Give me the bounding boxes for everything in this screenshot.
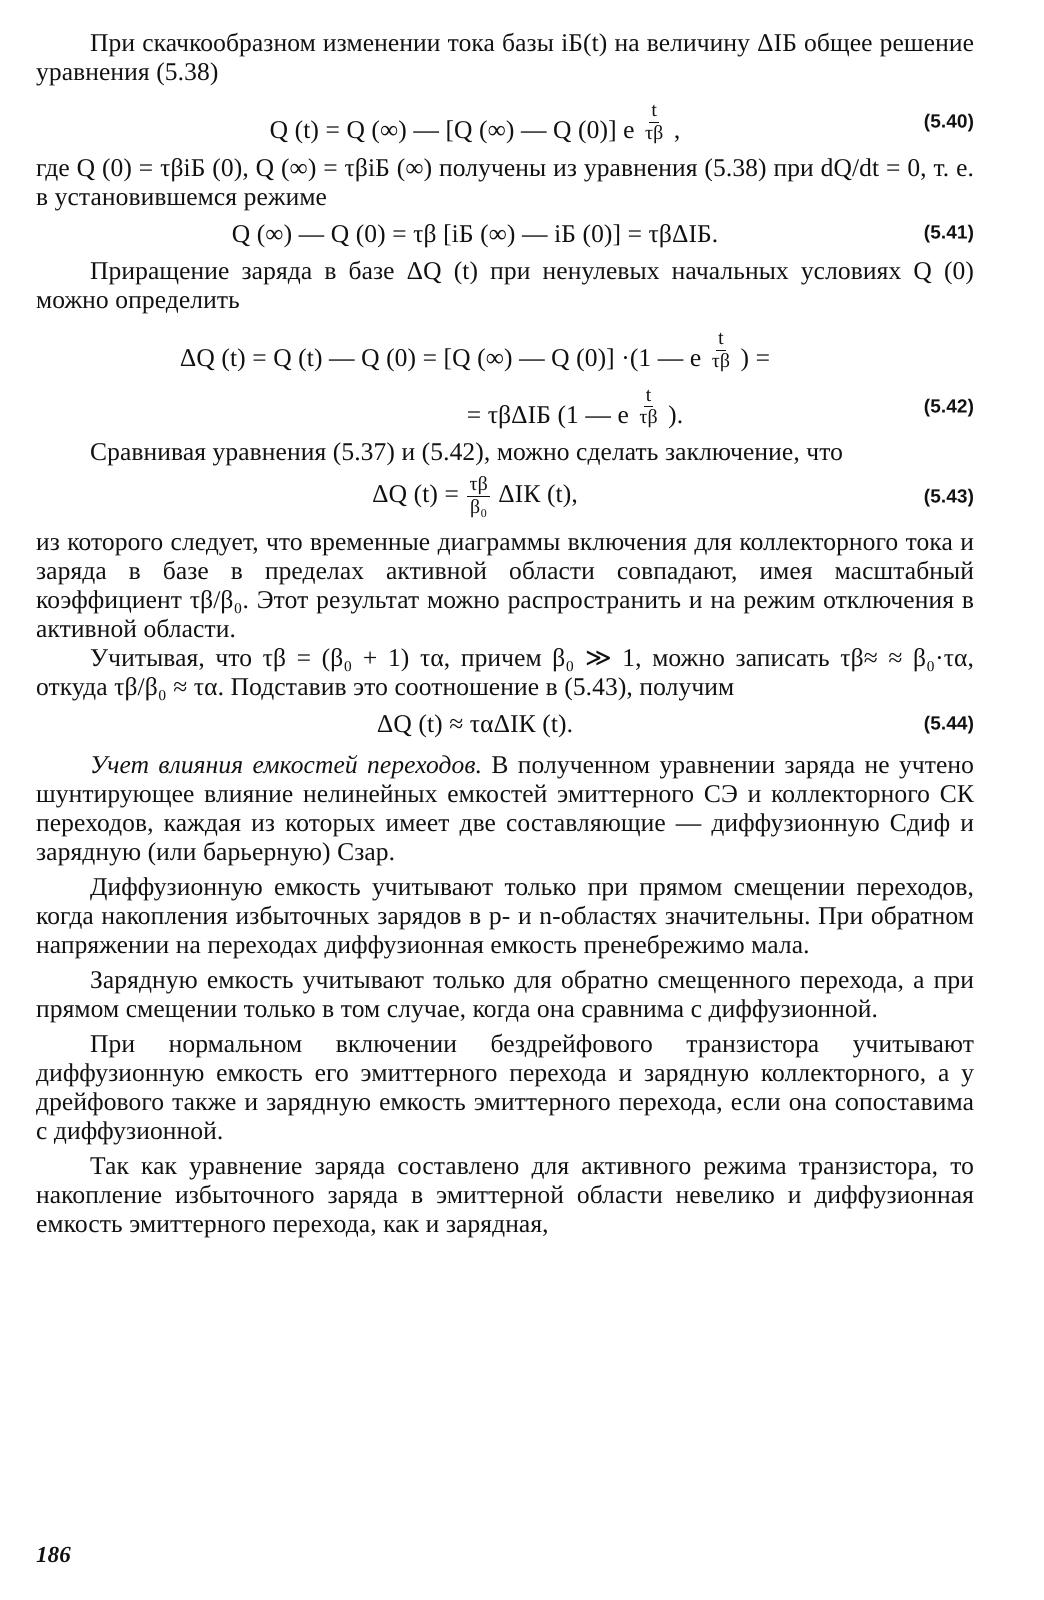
equation-5-42-line-2-exponent bbox=[637, 385, 659, 430]
paragraph-5: из которого следует, что временные диаграммы включения для коллекторного тока и заряда в базе в пределах активной области совпадают, имея масштабный коэффициент τβ/β₀. Этот результат можно распространить и на режим отключения в активной области. bbox=[36, 527, 974, 643]
paragraph-4: Сравнивая уравнения (5.37) и (5.42), можно сделать заключение, что bbox=[90, 437, 843, 467]
equation-5-40-number: (5.40) bbox=[923, 111, 974, 133]
equation-5-40-main: Q (t) = Q (∞) — [Q (∞) — Q (0)] e bbox=[269, 115, 635, 144]
section-heading-italic: Учет влияния емкостей переходов. bbox=[90, 750, 483, 779]
paragraph-7-text: В полученном уравнении заряда не учтено шунтирующее влияние нелинейных емкостей эмиттерного CЭ и коллекторного CК переходов, каждая из которых имеет две составляющие — диффузионную Cдиф и зарядную (или барьерную) Cзар. bbox=[36, 750, 974, 866]
equation-5-42-line-2 bbox=[36, 385, 974, 430]
paragraph-3: Приращение заряда в базе ΔQ (t) при ненулевых начальных условиях Q (0) можно определить bbox=[36, 255, 974, 314]
paragraph-1: При скачкообразном изменении тока базы iБ(t) на величину ΔIБ общее решение уравнения (5.38) bbox=[36, 28, 974, 86]
equation-5-40 bbox=[36, 100, 974, 145]
fraction-denominator: β₀ bbox=[470, 496, 488, 519]
equation-5-43-rhs: ΔIК (t), bbox=[498, 479, 578, 509]
paragraph-2: где Q (0) = τβiБ (0), Q (∞) = τβiБ (∞) получены из уравнения (5.38) при dQ/dt = 0, т. е. в установившемся режиме bbox=[36, 152, 974, 211]
equation-5-41-expression: Q (∞) — Q (0) = τβ [iБ (∞) — iБ (0)] = τβΔIБ. bbox=[231, 218, 719, 248]
equation-5-42-line-1-exponent bbox=[710, 328, 732, 373]
equation-5-42-line-1 bbox=[36, 328, 974, 373]
equation-5-44-expression: ΔQ (t) ≈ ταΔIК (t). bbox=[376, 709, 574, 738]
paragraph-7 bbox=[36, 750, 974, 866]
equation-5-42-line-1-main: ΔQ (t) = Q (t) — Q (0) = [Q (∞) — Q (0)] ·(1 — e bbox=[179, 342, 702, 372]
page-number: 186 bbox=[36, 1542, 71, 1567]
paragraph-10: При нормальном включении бездрейфового транзистора учитывают диффузионную емкость его эмиттерного перехода и зарядную коллекторного, а у дрейфового также и зарядную емкость эмиттерного перехода, если она сопоставима с диффузионной. bbox=[36, 1029, 974, 1145]
equation-5-42-line-1-tail: ) = bbox=[740, 342, 771, 372]
equation-5-42-line-2-tail: ). bbox=[668, 399, 684, 429]
equation-5-43-lhs: ΔQ (t) = bbox=[372, 479, 459, 509]
paragraph-9: Зарядную емкость учитывают только для обратно смещенного перехода, а при прямом смещении только в том случае, когда она сравнима с диффузионной. bbox=[36, 965, 974, 1023]
equation-5-41-number: (5.41) bbox=[923, 222, 974, 244]
equation-5-42-number: (5.42) bbox=[923, 396, 974, 418]
equation-5-43 bbox=[36, 474, 974, 519]
paragraph-6: Учитывая, что τβ = (β₀ + 1) τα, причем β₀ ≫ 1, можно записать τβ≈ ≈ β₀·τα, откуда τβ/β₀ ≈ τα. Подставив это соотношение в (5.43), получим bbox=[36, 643, 974, 701]
equation-5-43-fraction bbox=[467, 474, 489, 519]
fraction-numerator: τβ bbox=[469, 473, 488, 496]
paragraph-8: Диффузионную емкость учитывают только при прямом смещении переходов, когда накопления избыточных зарядов в p- и n-областях значительны. При обратном напряжении на переходах диффузионная емкость пренебрежимо мала. bbox=[36, 872, 974, 959]
exponent-numerator: t bbox=[645, 383, 652, 406]
exponent-numerator: t bbox=[718, 326, 724, 349]
equation-5-42-line-2-main: = τβΔIБ (1 — e bbox=[466, 399, 629, 429]
equation-5-40-exponent bbox=[643, 100, 665, 145]
equation-5-40-tail: , bbox=[673, 115, 681, 144]
equation-5-43-number: (5.43) bbox=[923, 486, 974, 508]
paragraph-11: Так как уравнение заряда составлено для активного режима транзистора, то накопление избыточного заряда в эмиттерной области невелико и диффузионная емкость эмиттерного перехода, как и зарядная, bbox=[36, 1151, 974, 1238]
equation-5-40-expression bbox=[270, 100, 681, 145]
exponent-denominator: τβ bbox=[645, 121, 664, 144]
exponent-denominator: τβ bbox=[639, 406, 658, 429]
equation-5-42-line-2-expression bbox=[467, 385, 683, 430]
equation-5-43-expression bbox=[372, 474, 578, 519]
exponent-numerator: t bbox=[651, 99, 658, 121]
equation-5-41 bbox=[36, 219, 974, 248]
exponent-denominator: τβ bbox=[711, 349, 731, 372]
equation-5-42-line-1-expression bbox=[180, 328, 770, 373]
equation-5-44-number: (5.44) bbox=[923, 713, 974, 734]
equation-5-44 bbox=[36, 709, 974, 738]
